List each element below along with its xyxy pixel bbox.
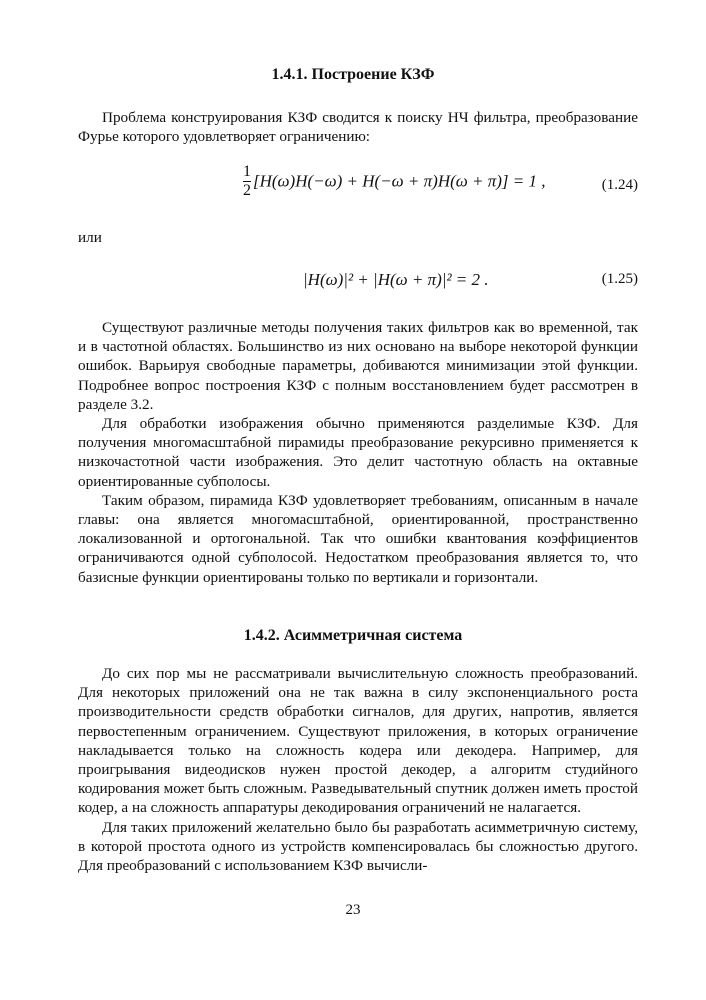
section-heading-1-4-2: 1.4.2. Асимметричная система [243,627,463,644]
equation-1-25 [0,270,706,320]
equation-1-24-body: [H(ω)H(−ω) + H(−ω + π)H(ω + π)] = 1 , [253,171,546,191]
fraction-denominator: 2 [243,182,251,199]
section-1-body [78,318,638,587]
equation-number-1-24: (1.24) [601,177,638,193]
paragraph: Таким образом, пирамида КЗФ удовлетворяет требованиям, описанным в начале главы: она является многомасштабной, ориентированной, пространственно локализованной и ортогональной. Так что ошибки квантования коэффициентов ограничиваются одной субполосой. Недостатком преобразования является то, что базисные функции ориентированы только по вертикали и горизонтали. [78,491,638,586]
paragraph: До сих пор мы не рассматривали вычислительную сложность преобразований. Для некоторых приложений она не так важна в силу экспоненциального роста производительности средств обработки сигналов, для других, напротив, является первостепенным ограничением. Существуют приложения, в которых ограничение накладывается только на сложность кодера или декодера. Например, для проигрывания видеодисков нужен простой декодер, а алгоритм студийного кодирования может быть сложным. Разведывательный спутник должен иметь простой кодер, а на сложность аппаратуры декодирования ограничений не налагается. [78,665,638,817]
equation-1-25-body: |H(ω)|² + |H(ω + π)|² = 2 . [303,270,489,289]
equation-1-24 [0,163,706,213]
equation-number-1-25: (1.25) [601,271,638,287]
paragraph: Для таких приложений желательно было бы разработать асимметричную систему, в которой простота одного из устройств компенсировалась бы сложностью другого. Для преобразований с использованием КЗФ вычисли- [78,818,638,875]
section-intro [78,108,638,146]
section-2-body [78,664,638,875]
section-heading-1-4-1: 1.4.1. Построение КЗФ [271,66,435,83]
equation-1-24-formula [243,163,546,200]
intro-paragraph: Проблема конструирования КЗФ сводится к поиску НЧ фильтра, преобразование Фурье которого удовлетворяет ограничению: [78,109,638,146]
page-number: 23 [345,902,361,918]
paragraph: Существуют различные методы получения таких фильтров как во временной, так и в частотной областях. Большинство из них основано на выборе некоторой функции ошибок. Варьируя свободные параметры, добиваются минимизации этой функции. Подробнее вопрос построения КЗФ с полным восстановлением будет рассмотрен в разделе 3.2. [78,319,638,413]
fraction-numerator: 1 [243,163,251,180]
fraction-one-half [243,163,251,200]
or-label: или [78,229,102,246]
paragraph: Для обработки изображения обычно применяются разделимые КЗФ. Для получения многомасштабной пирамиды преобразование рекурсивно применяется к низкочастотной части изображения. Это делит частотную область на октавные ориентированные субполосы. [78,415,638,490]
